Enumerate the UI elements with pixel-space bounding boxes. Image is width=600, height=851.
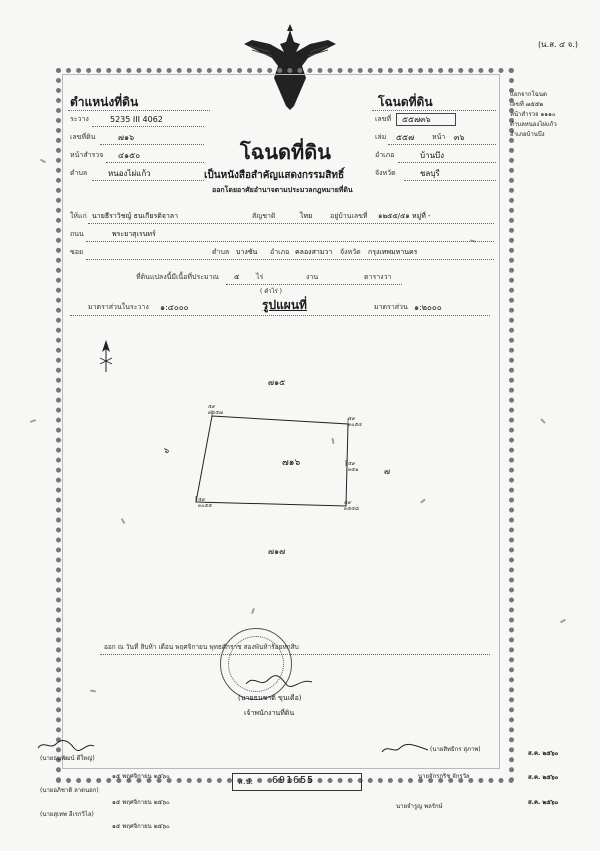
- side-note: แยกจากโฉนด: [510, 91, 547, 98]
- map-title: รูปแผนที่: [262, 298, 307, 312]
- page-value: ๓๖: [454, 133, 465, 142]
- side-note: อำเภอบ้านบึง: [510, 131, 545, 138]
- registrar-name: (นายธนชาติ ขุนเดือ): [238, 694, 302, 702]
- field-label: ซอย: [70, 248, 84, 256]
- left-date-3: ๑๕ พฤศจิกายน ๒๕๖๐: [112, 823, 170, 830]
- field-label: จังหวัด: [340, 248, 361, 256]
- owner-name: นายธีราวิชญ์ ธนเกียรติจาลา: [92, 212, 178, 220]
- parcel-east-number: ๗: [384, 467, 391, 476]
- issue-date-line: ออก ณ วันที่ สิบห้า เดือน พฤศจิกายน พุทธศักราช สองพันห้าร้อยหกสิบ: [104, 643, 299, 651]
- north-arrow-icon: [96, 338, 116, 374]
- nationality-value: ไทย: [300, 212, 313, 220]
- field-label: มาตราส่วนในระวาง: [88, 303, 149, 311]
- field-line: [388, 144, 496, 145]
- field-label: เล่ม: [375, 133, 387, 141]
- field-line: [100, 654, 490, 655]
- parcel-north-number: ๗๑๕: [268, 378, 286, 387]
- ngan-label: งาน: [306, 273, 319, 281]
- left-signatory-1: (นายธนพัฒน์ ดีใหญ่): [40, 755, 95, 762]
- province-value: ชลบุรี: [420, 169, 440, 178]
- deed-main-title: โฉนดที่ดิน: [240, 140, 331, 164]
- registration-stamp: ส.ค. ๒๕๖๐: [528, 774, 559, 781]
- registrar-signature: [244, 672, 314, 690]
- boundary-pin-label: ๕๙ ๓๐๕๕: [198, 497, 213, 509]
- field-label: จังหวัด: [375, 169, 396, 177]
- boundary-pin-label: ๕๙ ๓๐๕๔: [348, 416, 363, 428]
- field-line: [92, 180, 204, 181]
- registration-stamp: ส.ค. ๒๕๖๐: [528, 799, 559, 806]
- owner-district: คลองสามวา: [295, 248, 333, 256]
- field-line: [106, 162, 204, 163]
- scan-speck: [540, 418, 546, 424]
- parcel-map: [150, 380, 400, 540]
- divider: [372, 110, 496, 111]
- subdistrict-value: หนองไผ่แก้ว: [108, 169, 151, 178]
- scan-speck: [560, 619, 566, 624]
- book-value: ๕๕๗: [396, 133, 415, 142]
- field-label: อำเภอ: [375, 151, 395, 159]
- field-label: สัญชาติ: [252, 212, 276, 220]
- owner-province: กรุงเทพมหานคร: [368, 248, 418, 256]
- side-note: ตำบลหนองไผ่แก้ว: [510, 121, 557, 128]
- map-scale-value: ๑:๒๐๐๐: [414, 303, 442, 312]
- signature-mark: [36, 738, 96, 752]
- serial-number: 691655: [272, 775, 315, 786]
- scan-speck: [40, 159, 46, 164]
- field-line: [398, 162, 496, 163]
- parcel-number-value: ๗๑๖: [118, 133, 135, 142]
- district-value: บ้านบึง: [420, 151, 445, 160]
- sheet-scale-value: ๑:๔๐๐๐: [160, 303, 189, 312]
- boundary-pin-label: ๕๙ ๓๕๕๘: [344, 500, 359, 512]
- field-label: ให้แก่: [70, 212, 87, 220]
- field-label: มาตราส่วน: [374, 303, 408, 311]
- field-line: [404, 180, 496, 181]
- issuing-authority: ออกโดยอาศัยอำนาจตามประมวลกฎหมายที่ดิน: [212, 186, 353, 194]
- field-label: ตำบล: [70, 169, 88, 177]
- parcel-west-number: ๖: [164, 446, 170, 455]
- field-line: [226, 284, 402, 285]
- field-line: [86, 241, 494, 242]
- area-rai-value: ๕: [234, 273, 240, 281]
- land-location-heading: ตำแหน่งที่ดิน: [70, 95, 139, 109]
- field-line: [92, 126, 204, 127]
- field-label: อำเภอ: [270, 248, 290, 256]
- side-notes: [510, 90, 596, 140]
- deed-number-value: ๕๕๗๓๖: [402, 115, 431, 124]
- field-label: เลขที่: [375, 115, 392, 123]
- address-value: ๑๒๕๕/๕๑ หมู่ที่ -: [378, 212, 431, 220]
- registrar-title: เจ้าพนักงานที่ดิน: [244, 709, 295, 717]
- area-note: ( ตำไร่ ): [260, 288, 283, 295]
- registration-stamp: ส.ค. ๒๕๖๐: [528, 750, 559, 757]
- parcel-center-number: ๗๑๖: [282, 458, 301, 468]
- area-label: ที่ดินแปลงนี้มีเนื้อที่ประมาณ: [136, 273, 220, 281]
- boundary-pin-label: ๕๙ ๓๔๕๗: [208, 404, 223, 416]
- signature-mark: [380, 742, 430, 756]
- field-label: หน้า: [432, 133, 446, 141]
- right-signatory-2: นายจักรกริช จักรวัล: [418, 773, 470, 780]
- owner-subdistrict: บางชัน: [236, 248, 258, 256]
- map-sheet-value: 5235 III 4062: [110, 115, 163, 124]
- boundary-pin-label: ๕๙ ๓๕๑: [348, 461, 359, 473]
- field-label: ถนน: [70, 230, 84, 238]
- side-note: เลขที่ ๗๕๕๒: [510, 101, 544, 108]
- parcel-south-number: ๗๑๗: [268, 547, 286, 556]
- wa-label: ตารางวา: [364, 273, 392, 281]
- field-label: ระวาง: [70, 115, 89, 123]
- left-signatory-2: (นายอภิชาติ ลาดนอก): [40, 787, 99, 794]
- field-label: อยู่บ้านเลขที่: [330, 212, 368, 220]
- scan-speck: [30, 419, 36, 423]
- serial-prefix: ส.ป.: [238, 777, 254, 786]
- field-label: หน้าสำรวจ: [70, 151, 104, 159]
- side-note: หน้าสำรวจ ๑๑๑๐: [510, 111, 556, 118]
- field-label: เลขที่ดิน: [70, 133, 96, 141]
- right-signatory-3: นายจำรูญ พลรักษ์: [396, 803, 443, 810]
- right-signatory-1: (นายสิทธิกร สุภาพ): [430, 746, 481, 753]
- left-date-1: ๑๕ พฤศจิกายน ๒๕๖๐: [112, 773, 170, 780]
- deed-heading-right: โฉนดที่ดิน: [378, 95, 433, 109]
- field-label: ตำบล: [212, 248, 230, 256]
- deed-subtitle: เป็นหนังสือสำคัญแสดงกรรมสิทธิ์: [204, 170, 345, 181]
- left-date-2: ๑๕ พฤศจิกายน ๒๕๖๐: [112, 799, 170, 806]
- road-value: พระยาสุเรนทร์: [112, 230, 156, 238]
- form-code: (น.ส. ๔ จ.): [537, 40, 578, 49]
- field-line: [100, 144, 204, 145]
- survey-page-value: ๔๑๕๐: [118, 151, 141, 160]
- divider: [70, 315, 490, 316]
- rai-label: ไร่: [256, 273, 264, 281]
- field-line: [88, 223, 494, 224]
- divider: [68, 110, 210, 111]
- field-line: [86, 259, 494, 260]
- left-signatory-3: (นายสุเทพ ฮีเรกวิไล): [40, 811, 94, 818]
